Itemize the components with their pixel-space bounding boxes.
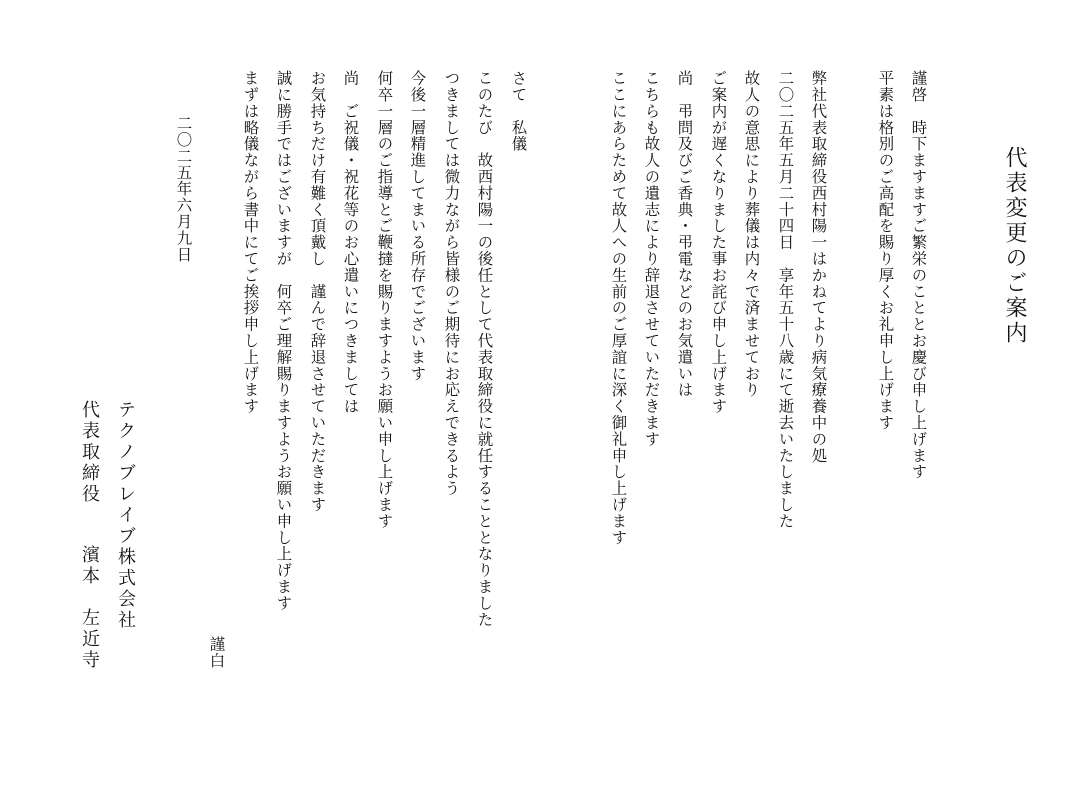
letter-line: ご案内が遅くなりました事お詫び申し上げます — [709, 70, 728, 415]
letter-date: 二〇二五年六月九日 — [174, 115, 193, 263]
letter-line: 尚 弔問及びご香典・弔電などのお気遣いは — [675, 70, 694, 398]
signatory-position: 代表取締役 — [79, 400, 100, 505]
letter-line: こちらも故人の遺志により辞退させていただきます — [642, 70, 661, 448]
letter-line: さて 私儀 — [509, 70, 528, 152]
letter-line: 謹啓 時下ますますご繁栄のこととお慶び申し上げます — [909, 70, 928, 480]
letter-line: ここにあらためて故人への生前のご厚誼に深く御礼申し上げます — [609, 70, 628, 546]
letter-line: 尚 ご祝儀・祝花等のお心遣いにつきましては — [341, 70, 360, 415]
closing-text: 謹白 — [207, 636, 226, 669]
document-title: 代表変更のご案内 — [1002, 146, 1027, 346]
letter-line: 今後一層精進してまいる所存でございます — [408, 70, 427, 382]
letter-line: このたび 故西村陽一の後任として代表取締役に就任することとなりました — [475, 70, 494, 628]
letter-line: つきましては微力ながら皆様のご期待にお応えできるよう — [442, 70, 461, 497]
letter-line: 弊社代表取締役西村陽一はかねてより病気療養中の処 — [809, 70, 828, 464]
company-name: テクノブレイブ株式会社 — [115, 400, 136, 631]
letter-line: まずは略儀ながら書中にてご挨拶申し上げます — [241, 70, 260, 415]
letter-line: 二〇二五年五月二十四日 享年五十八歳にて逝去いたしました — [776, 70, 795, 530]
letter-line: 平素は格別のご高配を賜り厚くお礼申し上げます — [876, 70, 895, 431]
signatory-name: 濱本 左近寺 — [79, 545, 100, 671]
letter-line: 誠に勝手ではございますが 何卒ご理解賜りますようお願い申し上げます — [274, 70, 293, 612]
letter-line: お気持ちだけ有難く頂戴し 謹んで辞退させていただきます — [308, 70, 327, 513]
letter-line: 故人の意思により葬儀は内々で済ませており — [742, 70, 761, 398]
letter-line: 何卒一層のご指導とご鞭撻を賜りますようお願い申し上げます — [375, 70, 394, 530]
